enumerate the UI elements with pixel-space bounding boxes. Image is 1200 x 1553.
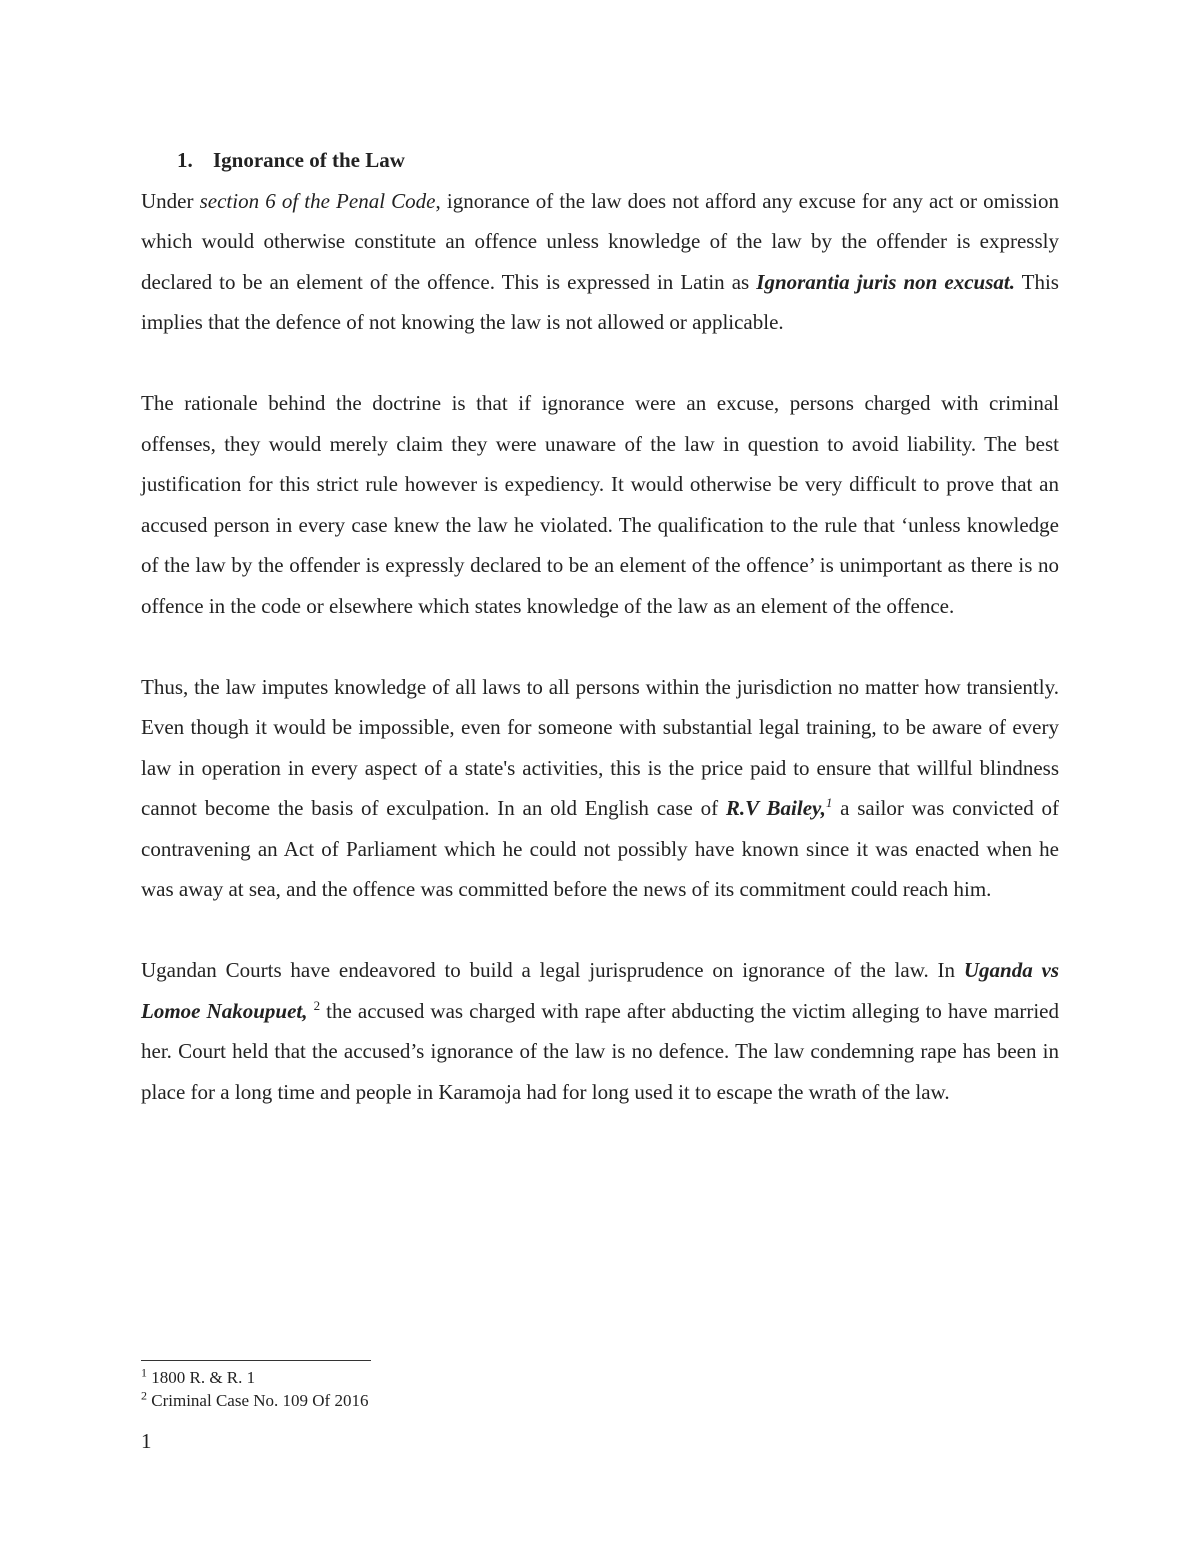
page-number: 1 <box>141 1429 152 1453</box>
heading-title: Ignorance of the Law <box>213 148 405 172</box>
case-name-bailey: R.V Bailey, <box>725 796 826 820</box>
p3-text-d: a sailor was convicted of contravening an Act of Parliament which he could not possibly have known since it was enacted when he was away at sea, and the offence was committed before the news of its commitment could reach him. <box>141 796 1059 901</box>
p1-text-c: , ignorance of the law does not afford any excuse for any act or omission which would otherwise constitute an offence unless knowledge of the law by the offender is expressly declared to be an element of the offence. This is expressed in Latin as <box>141 188 1060 294</box>
footnote-mark-1: 1 <box>141 1365 147 1380</box>
latin-maxim: Ignorantia juris non excusat. <box>756 269 1015 294</box>
footnote-text-1: 1800 R. & R. 1 <box>147 1368 256 1387</box>
footnote-1 <box>141 1366 841 1389</box>
footnote-2 <box>141 1389 841 1412</box>
p1-text-e: This implies that the defence of not knowing the law is not allowed or applicable. <box>141 269 1059 334</box>
body-text <box>141 140 1059 1112</box>
section-heading <box>141 140 1059 181</box>
p1-text-a: Under <box>141 188 200 213</box>
p4-text-d: the accused was charged with rape after abducting the victim alleging to have married her. Court held that the accused’s ignorance of the law is no defence. The law condemning rape has been in place for a long time and people in Karamoja had for long used it to escape the wrath of the law. <box>141 998 1059 1104</box>
p3-text-a: Thus, the law imputes knowledge of all laws to all persons within the jurisdiction no matter how transiently. Even though it would be impossible, even for someone with substantial legal training, to be aware of every law in operation in every aspect of a state's activities, this is the price paid to ensure that willful blindness cannot become the basis of exculpation. In an old English case of <box>141 674 1059 820</box>
paragraph-1 <box>141 181 1059 343</box>
p4-text-a: Ugandan Courts have endeavored to build a legal jurisprudence on ignorance of the law. In <box>141 958 964 982</box>
footnotes <box>141 1366 841 1412</box>
heading-number: 1. <box>177 148 193 172</box>
paragraph-3 <box>141 667 1059 910</box>
footnote-separator <box>141 1360 371 1361</box>
paragraph-4 <box>141 950 1059 1112</box>
case-name-lomoe: Uganda vs Lomoe Nakoupuet, <box>141 958 1060 1023</box>
statute-reference: section 6 of the Penal Code <box>199 188 436 213</box>
paragraph-2: The rationale behind the doctrine is that if ignorance were an excuse, persons charged with criminal offenses, they would merely claim they were unaware of the law in question to avoid liability. The best justification for this strict rule however is expediency. It would otherwise be very difficult to prove that an accused person in every case knew the law he violated. The qualification to the rule that ‘unless knowledge of the law by the offender is expressly declared to be an element of the offence’ is unimportant as there is no offence in the code or elsewhere which states knowledge of the law as an element of the offence. <box>141 391 1059 618</box>
footnote-mark-2: 2 <box>141 1388 147 1403</box>
footnote-ref-1[interactable]: 1 <box>825 795 833 810</box>
footnote-text-2: Criminal Case No. 109 Of 2016 <box>147 1391 369 1410</box>
footnote-ref-2[interactable]: 2 <box>313 997 321 1013</box>
